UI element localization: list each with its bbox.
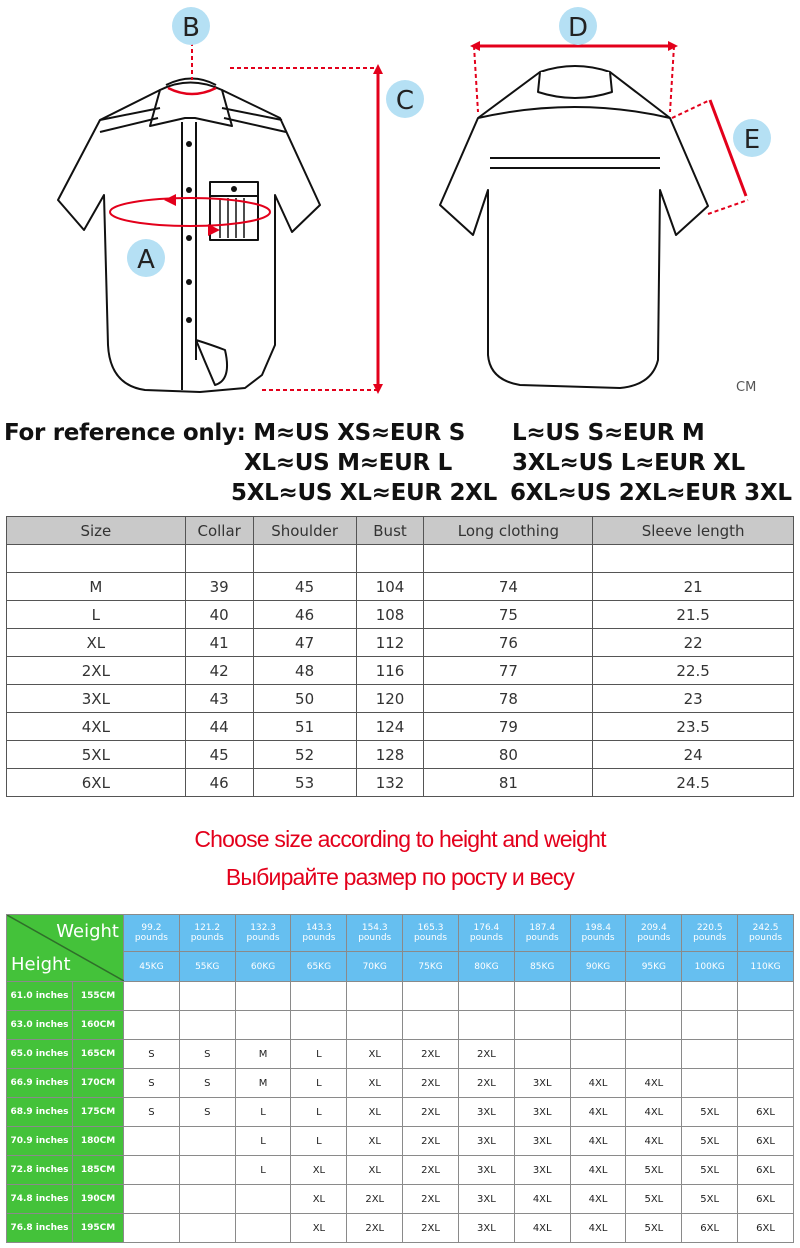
size-cell: 46 bbox=[253, 601, 356, 629]
choose-size-russian: Выбирайте размер по росту и весу bbox=[225, 864, 575, 890]
size-cell: 47 bbox=[253, 629, 356, 657]
recommended-size-cell: XL bbox=[291, 1185, 347, 1214]
size-cell: 120 bbox=[356, 685, 424, 713]
recommended-size-cell: 2XL bbox=[403, 1185, 459, 1214]
weight-pounds-cell: 220.5 pounds bbox=[682, 915, 738, 952]
size-cell bbox=[593, 545, 794, 573]
recommended-size-cell: L bbox=[291, 1127, 347, 1156]
recommended-size-cell: S bbox=[179, 1098, 235, 1127]
size-cell bbox=[185, 545, 253, 573]
choose-size-english: Choose size according to height and weight bbox=[194, 826, 606, 852]
weight-pounds-row bbox=[7, 915, 794, 952]
size-cell: XL bbox=[7, 629, 186, 657]
recommended-size-cell: 2XL bbox=[403, 1040, 459, 1069]
size-cell: 21 bbox=[593, 573, 794, 601]
recommended-size-cell bbox=[403, 1011, 459, 1040]
recommended-size-cell bbox=[124, 1127, 180, 1156]
recommended-size-cell bbox=[458, 982, 514, 1011]
badge-e bbox=[733, 119, 771, 157]
recommended-size-cell bbox=[179, 1214, 235, 1243]
recommended-size-cell: L bbox=[235, 1127, 291, 1156]
recommended-size-cell: 4XL bbox=[626, 1127, 682, 1156]
size-cell: M bbox=[7, 573, 186, 601]
size-cell: 39 bbox=[185, 573, 253, 601]
height-inches-cell: 66.9 inches bbox=[7, 1069, 73, 1098]
height-inches-cell: 63.0 inches bbox=[7, 1011, 73, 1040]
size-row bbox=[7, 573, 794, 601]
reference-line-3-right: 6XL≈US 2XL≈EUR 3XL bbox=[510, 480, 792, 506]
size-row bbox=[7, 685, 794, 713]
weight-pounds-cell: 99.2 pounds bbox=[124, 915, 180, 952]
recommended-size-cell: 2XL bbox=[458, 1069, 514, 1098]
weight-kg-cell: 75KG bbox=[403, 952, 459, 982]
recommended-size-cell bbox=[179, 1127, 235, 1156]
height-row bbox=[7, 1069, 794, 1098]
weight-pounds-cell: 165.3 pounds bbox=[403, 915, 459, 952]
recommended-size-cell bbox=[235, 982, 291, 1011]
recommended-size-cell: 3XL bbox=[514, 1098, 570, 1127]
recommended-size-cell: XL bbox=[347, 1069, 403, 1098]
size-row bbox=[7, 713, 794, 741]
height-inches-cell: 72.8 inches bbox=[7, 1156, 73, 1185]
reference-line-1-left: For reference only: M≈US XS≈EUR S bbox=[4, 420, 466, 446]
recommended-size-cell bbox=[626, 1011, 682, 1040]
size-row bbox=[7, 629, 794, 657]
recommended-size-cell: 2XL bbox=[403, 1127, 459, 1156]
recommended-size-cell bbox=[291, 982, 347, 1011]
recommended-size-cell bbox=[626, 982, 682, 1011]
reference-line-2-left: XL≈US M≈EUR L bbox=[244, 450, 452, 476]
recommended-size-cell: L bbox=[291, 1069, 347, 1098]
size-cell: 75 bbox=[424, 601, 593, 629]
size-cell: 5XL bbox=[7, 741, 186, 769]
recommended-size-cell: 4XL bbox=[570, 1069, 626, 1098]
recommended-size-cell: 2XL bbox=[347, 1214, 403, 1243]
size-cell bbox=[7, 545, 186, 573]
recommended-size-cell: 6XL bbox=[738, 1156, 794, 1185]
height-row bbox=[7, 1040, 794, 1069]
recommended-size-cell: 5XL bbox=[682, 1185, 738, 1214]
height-cm-cell: 160CM bbox=[73, 1011, 124, 1040]
shirt-measurement-diagram bbox=[0, 0, 800, 410]
weight-kg-cell: 70KG bbox=[347, 952, 403, 982]
weight-kg-cell: 95KG bbox=[626, 952, 682, 982]
recommended-size-cell bbox=[738, 1011, 794, 1040]
recommended-size-cell: S bbox=[124, 1069, 180, 1098]
recommended-size-cell bbox=[626, 1040, 682, 1069]
recommended-size-cell bbox=[235, 1214, 291, 1243]
height-cm-cell: 190CM bbox=[73, 1185, 124, 1214]
recommended-size-cell: M bbox=[235, 1069, 291, 1098]
height-inches-cell: 70.9 inches bbox=[7, 1127, 73, 1156]
height-cm-cell: 165CM bbox=[73, 1040, 124, 1069]
weight-pounds-cell: 143.3 pounds bbox=[291, 915, 347, 952]
size-cell: 112 bbox=[356, 629, 424, 657]
height-row bbox=[7, 1011, 794, 1040]
size-cell: 40 bbox=[185, 601, 253, 629]
size-cell: 128 bbox=[356, 741, 424, 769]
recommended-size-cell: 3XL bbox=[458, 1185, 514, 1214]
recommended-size-cell bbox=[682, 1011, 738, 1040]
recommended-size-cell: 3XL bbox=[458, 1214, 514, 1243]
size-cell: 51 bbox=[253, 713, 356, 741]
size-cell: 53 bbox=[253, 769, 356, 797]
recommended-size-cell: XL bbox=[347, 1040, 403, 1069]
weight-kg-cell: 60KG bbox=[235, 952, 291, 982]
size-header-cell: Sleeve length bbox=[593, 517, 794, 545]
recommended-size-cell: 4XL bbox=[570, 1098, 626, 1127]
recommended-size-cell: 3XL bbox=[458, 1098, 514, 1127]
height-inches-cell: 76.8 inches bbox=[7, 1214, 73, 1243]
size-cell: 42 bbox=[185, 657, 253, 685]
recommended-size-cell: 3XL bbox=[514, 1069, 570, 1098]
recommended-size-cell bbox=[738, 1040, 794, 1069]
weight-kg-cell: 65KG bbox=[291, 952, 347, 982]
size-cell: 104 bbox=[356, 573, 424, 601]
size-cell: 23 bbox=[593, 685, 794, 713]
size-header-cell: Shoulder bbox=[253, 517, 356, 545]
height-cm-cell: 155CM bbox=[73, 982, 124, 1011]
height-inches-cell: 65.0 inches bbox=[7, 1040, 73, 1069]
svg-text:B: B bbox=[182, 13, 200, 43]
size-cell: 108 bbox=[356, 601, 424, 629]
reference-line-1-right: L≈US S≈EUR M bbox=[512, 420, 705, 446]
recommended-size-cell: 2XL bbox=[403, 1156, 459, 1185]
recommended-size-cell bbox=[179, 1011, 235, 1040]
recommended-size-cell: 6XL bbox=[738, 1098, 794, 1127]
size-row bbox=[7, 601, 794, 629]
size-cell: 132 bbox=[356, 769, 424, 797]
height-inches-cell: 68.9 inches bbox=[7, 1098, 73, 1127]
size-cell: 22.5 bbox=[593, 657, 794, 685]
size-cell: 41 bbox=[185, 629, 253, 657]
recommended-size-cell: 5XL bbox=[626, 1156, 682, 1185]
recommended-size-cell: XL bbox=[347, 1127, 403, 1156]
size-cell: 74 bbox=[424, 573, 593, 601]
size-row bbox=[7, 741, 794, 769]
recommended-size-cell bbox=[682, 1069, 738, 1098]
weight-kg-cell: 55KG bbox=[179, 952, 235, 982]
recommended-size-cell: S bbox=[179, 1069, 235, 1098]
recommended-size-cell bbox=[124, 1011, 180, 1040]
recommended-size-cell: 5XL bbox=[682, 1098, 738, 1127]
recommended-size-cell: 6XL bbox=[738, 1214, 794, 1243]
recommended-size-cell bbox=[570, 982, 626, 1011]
size-cell: 22 bbox=[593, 629, 794, 657]
size-cell: 116 bbox=[356, 657, 424, 685]
size-cell: 77 bbox=[424, 657, 593, 685]
height-weight-size-table bbox=[6, 914, 794, 1243]
height-cm-cell: 195CM bbox=[73, 1214, 124, 1243]
recommended-size-cell: 3XL bbox=[458, 1127, 514, 1156]
recommended-size-cell: XL bbox=[347, 1156, 403, 1185]
size-cell: 6XL bbox=[7, 769, 186, 797]
recommended-size-cell: 2XL bbox=[458, 1040, 514, 1069]
height-cm-cell: 180CM bbox=[73, 1127, 124, 1156]
height-cm-cell: 170CM bbox=[73, 1069, 124, 1098]
svg-text:C: C bbox=[395, 86, 415, 116]
weight-kg-cell: 100KG bbox=[682, 952, 738, 982]
size-header-cell: Collar bbox=[185, 517, 253, 545]
svg-text:A: A bbox=[137, 245, 155, 275]
weight-pounds-cell: 209.4 pounds bbox=[626, 915, 682, 952]
svg-text:D: D bbox=[567, 13, 589, 43]
recommended-size-cell: 3XL bbox=[514, 1156, 570, 1185]
size-cell: 4XL bbox=[7, 713, 186, 741]
weight-pounds-cell: 198.4 pounds bbox=[570, 915, 626, 952]
height-cm-cell: 185CM bbox=[73, 1156, 124, 1185]
recommended-size-cell bbox=[403, 982, 459, 1011]
recommended-size-cell bbox=[514, 1040, 570, 1069]
size-cell: 78 bbox=[424, 685, 593, 713]
recommended-size-cell: 2XL bbox=[403, 1069, 459, 1098]
recommended-size-cell bbox=[235, 1185, 291, 1214]
recommended-size-cell: L bbox=[235, 1156, 291, 1185]
weight-kg-row bbox=[7, 952, 794, 982]
size-cell: 43 bbox=[185, 685, 253, 713]
size-cell: 48 bbox=[253, 657, 356, 685]
recommended-size-cell: 4XL bbox=[570, 1185, 626, 1214]
recommended-size-cell: 2XL bbox=[403, 1098, 459, 1127]
size-cell: 45 bbox=[253, 573, 356, 601]
size-header-cell: Bust bbox=[356, 517, 424, 545]
recommended-size-cell bbox=[179, 1185, 235, 1214]
recommended-size-cell: 2XL bbox=[403, 1214, 459, 1243]
recommended-size-cell bbox=[458, 1011, 514, 1040]
size-cell bbox=[253, 545, 356, 573]
badge-c bbox=[386, 80, 424, 118]
recommended-size-cell bbox=[235, 1011, 291, 1040]
size-table-header bbox=[7, 517, 794, 545]
recommended-size-cell: 5XL bbox=[626, 1185, 682, 1214]
recommended-size-cell: M bbox=[235, 1040, 291, 1069]
height-inches-cell: 61.0 inches bbox=[7, 982, 73, 1011]
recommended-size-cell: 3XL bbox=[514, 1127, 570, 1156]
svg-text:E: E bbox=[743, 125, 761, 155]
recommended-size-cell: S bbox=[124, 1098, 180, 1127]
recommended-size-cell: 4XL bbox=[570, 1127, 626, 1156]
height-label: Height bbox=[11, 954, 71, 975]
recommended-size-cell bbox=[682, 1040, 738, 1069]
height-row bbox=[7, 1185, 794, 1214]
weight-kg-cell: 90KG bbox=[570, 952, 626, 982]
recommended-size-cell bbox=[738, 1069, 794, 1098]
recommended-size-cell bbox=[347, 1011, 403, 1040]
size-header-cell: Long clothing bbox=[424, 517, 593, 545]
size-cell bbox=[356, 545, 424, 573]
size-cell: 44 bbox=[185, 713, 253, 741]
size-cell: 46 bbox=[185, 769, 253, 797]
weight-pounds-cell: 121.2 pounds bbox=[179, 915, 235, 952]
weight-pounds-cell: 242.5 pounds bbox=[738, 915, 794, 952]
size-cell: 24 bbox=[593, 741, 794, 769]
recommended-size-cell bbox=[514, 1011, 570, 1040]
weight-kg-cell: 80KG bbox=[458, 952, 514, 982]
recommended-size-cell: 5XL bbox=[626, 1214, 682, 1243]
height-row bbox=[7, 1127, 794, 1156]
recommended-size-cell: L bbox=[291, 1098, 347, 1127]
size-row bbox=[7, 769, 794, 797]
size-cell: L bbox=[7, 601, 186, 629]
recommended-size-cell: 2XL bbox=[347, 1185, 403, 1214]
recommended-size-cell: 5XL bbox=[682, 1156, 738, 1185]
recommended-size-cell: XL bbox=[347, 1098, 403, 1127]
size-cell bbox=[424, 545, 593, 573]
size-cell: 52 bbox=[253, 741, 356, 769]
recommended-size-cell: 4XL bbox=[626, 1098, 682, 1127]
reference-line-3-left: 5XL≈US XL≈EUR 2XL bbox=[231, 480, 497, 506]
size-cell: 21.5 bbox=[593, 601, 794, 629]
height-row bbox=[7, 1156, 794, 1185]
recommended-size-cell bbox=[291, 1011, 347, 1040]
recommended-size-cell bbox=[514, 982, 570, 1011]
recommended-size-cell: XL bbox=[291, 1156, 347, 1185]
recommended-size-cell: 6XL bbox=[682, 1214, 738, 1243]
recommended-size-cell: 6XL bbox=[738, 1127, 794, 1156]
recommended-size-cell: L bbox=[235, 1098, 291, 1127]
weight-pounds-cell: 154.3 pounds bbox=[347, 915, 403, 952]
recommended-size-cell: 6XL bbox=[738, 1185, 794, 1214]
recommended-size-cell bbox=[124, 1156, 180, 1185]
weight-label: Weight bbox=[56, 921, 119, 942]
recommended-size-cell bbox=[738, 982, 794, 1011]
badge-d bbox=[559, 7, 597, 45]
size-cell: 124 bbox=[356, 713, 424, 741]
weight-pounds-cell: 187.4 pounds bbox=[514, 915, 570, 952]
reference-line-2-right: 3XL≈US L≈EUR XL bbox=[512, 450, 745, 476]
size-cell: 79 bbox=[424, 713, 593, 741]
size-measurement-table bbox=[6, 516, 794, 797]
size-cell: 81 bbox=[424, 769, 593, 797]
size-cell: 45 bbox=[185, 741, 253, 769]
size-cell: 2XL bbox=[7, 657, 186, 685]
size-cell: 76 bbox=[424, 629, 593, 657]
badge-a bbox=[127, 239, 165, 277]
weight-pounds-cell: 132.3 pounds bbox=[235, 915, 291, 952]
size-row bbox=[7, 545, 794, 573]
height-cm-cell: 175CM bbox=[73, 1098, 124, 1127]
recommended-size-cell bbox=[179, 1156, 235, 1185]
weight-kg-cell: 110KG bbox=[738, 952, 794, 982]
recommended-size-cell: 4XL bbox=[570, 1214, 626, 1243]
height-inches-cell: 74.8 inches bbox=[7, 1185, 73, 1214]
size-cell: 23.5 bbox=[593, 713, 794, 741]
recommended-size-cell bbox=[347, 982, 403, 1011]
weight-height-corner bbox=[7, 915, 124, 982]
weight-kg-cell: 85KG bbox=[514, 952, 570, 982]
size-cell: 80 bbox=[424, 741, 593, 769]
size-cell: 24.5 bbox=[593, 769, 794, 797]
recommended-size-cell: S bbox=[179, 1040, 235, 1069]
recommended-size-cell bbox=[179, 982, 235, 1011]
recommended-size-cell bbox=[124, 1185, 180, 1214]
size-row bbox=[7, 657, 794, 685]
recommended-size-cell: 4XL bbox=[626, 1069, 682, 1098]
recommended-size-cell bbox=[682, 982, 738, 1011]
recommended-size-cell bbox=[570, 1040, 626, 1069]
height-row bbox=[7, 982, 794, 1011]
size-cell: 50 bbox=[253, 685, 356, 713]
badge-b bbox=[172, 7, 210, 45]
recommended-size-cell: 4XL bbox=[514, 1214, 570, 1243]
height-row bbox=[7, 1098, 794, 1127]
recommended-size-cell bbox=[124, 982, 180, 1011]
unit-label: CM bbox=[736, 380, 757, 395]
recommended-size-cell: 5XL bbox=[682, 1127, 738, 1156]
weight-pounds-cell: 176.4 pounds bbox=[458, 915, 514, 952]
recommended-size-cell: 4XL bbox=[514, 1185, 570, 1214]
weight-kg-cell: 45KG bbox=[124, 952, 180, 982]
recommended-size-cell: XL bbox=[291, 1214, 347, 1243]
recommended-size-cell bbox=[570, 1011, 626, 1040]
recommended-size-cell: 3XL bbox=[458, 1156, 514, 1185]
recommended-size-cell: S bbox=[124, 1040, 180, 1069]
recommended-size-cell bbox=[124, 1214, 180, 1243]
size-header-cell: Size bbox=[7, 517, 186, 545]
recommended-size-cell: 4XL bbox=[570, 1156, 626, 1185]
size-cell: 3XL bbox=[7, 685, 186, 713]
height-row bbox=[7, 1214, 794, 1243]
recommended-size-cell: L bbox=[291, 1040, 347, 1069]
back-shirt-outline bbox=[440, 66, 708, 388]
